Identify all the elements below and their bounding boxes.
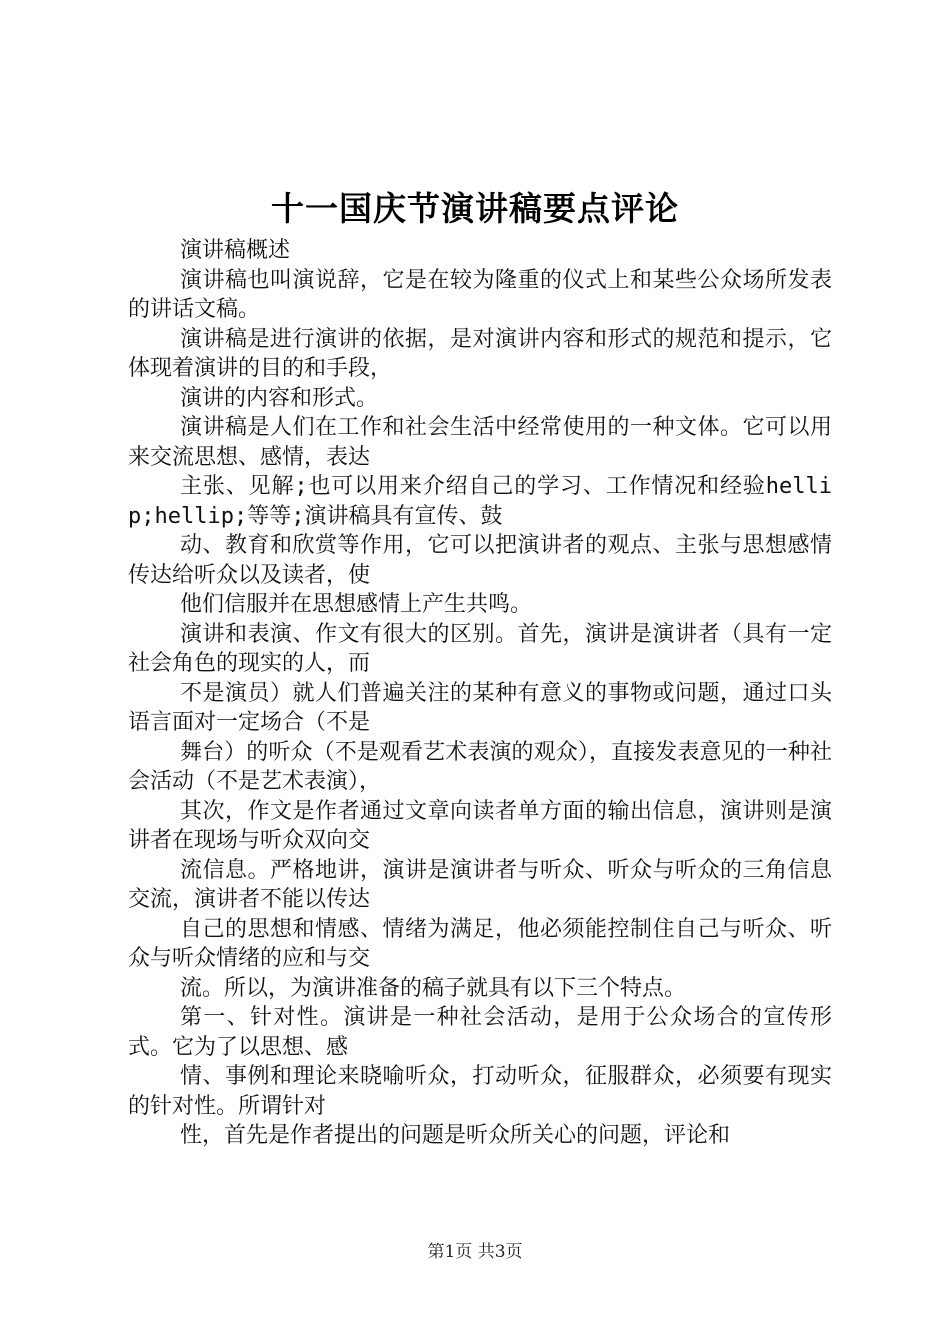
document-body: [128, 236, 832, 1151]
paragraph: 情、事例和理论来晓喻听众，打动听众，征服群众，必须要有现实的针对性。所谓针对: [128, 1064, 832, 1119]
paragraph: 演讲和表演、作文有很大的区别。首先，演讲是演讲者（具有一定社会角色的现实的人，而: [128, 621, 832, 676]
document-title: 十一国庆节演讲稿要点评论: [271, 189, 679, 228]
paragraph: 他们信服并在思想感情上产生共鸣。: [180, 592, 533, 617]
paragraph: 第一、针对性。演讲是一种社会活动，是用于公众场合的宣传形式。它为了以思想、感: [128, 1005, 832, 1060]
paragraph: 演讲稿也叫演说辞，它是在较为隆重的仪式上和某些公众场所发表的讲话文稿。: [128, 267, 832, 322]
paragraph: 动、教育和欣赏等作用，它可以把演讲者的观点、主张与思想感情传达给听众以及读者，使: [128, 533, 832, 588]
paragraph: 演讲的内容和形式。: [180, 385, 379, 411]
paragraph: 演讲稿是人们在工作和社会生活中经常使用的一种文体。它可以用来交流思想、感情，表达: [128, 415, 832, 470]
paragraph: 自己的思想和情感、情绪为满足，他必须能控制住自己与听众、听众与听众情绪的应和与交: [128, 916, 832, 971]
paragraph: 舞台）的听众（不是观看艺术表演的观众），直接发表意见的一种社会活动（不是艺术表演），: [128, 739, 832, 794]
paragraph: 主张、见解;也可以用来介绍自己的学习、工作情况和经验hellip;hellip;等等;演讲稿具有宣传、鼓: [128, 474, 832, 529]
paragraph: 流。所以，为演讲准备的稿子就具有以下三个特点。: [180, 975, 687, 1001]
paragraph: 不是演员）就人们普遍关注的某种有意义的事物或问题，通过口头语言面对一定场合（不是: [128, 680, 832, 735]
paragraph: 其次，作文是作者通过文章向读者单方面的输出信息，演讲则是演讲者在现场与听众双向交: [128, 798, 832, 853]
paragraph: 演讲稿概述: [180, 238, 291, 263]
paragraph: 流信息。严格地讲，演讲是演讲者与听众、听众与听众的三角信息交流，演讲者不能以传达: [128, 857, 832, 912]
page-footer: 第1页 共3页: [427, 1242, 523, 1262]
paragraph: 性，首先是作者提出的问题是听众所关心的问题，评论和: [180, 1123, 731, 1148]
paragraph: 演讲稿是进行演讲的依据，是对演讲内容和形式的规范和提示，它体现着演讲的目的和手段，: [128, 326, 832, 381]
